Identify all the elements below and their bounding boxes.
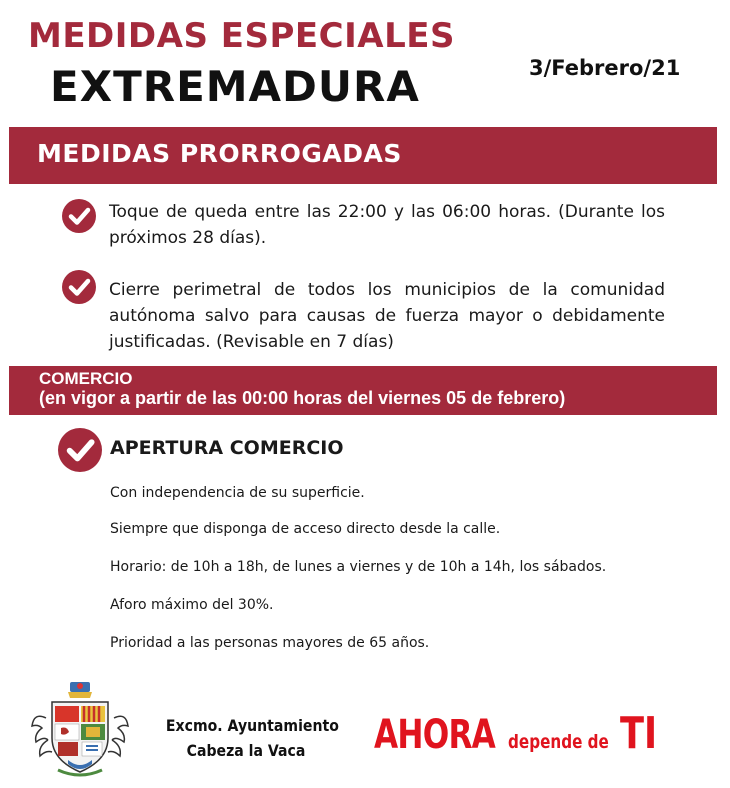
- check-circle-icon: [58, 428, 102, 472]
- apertura-line: Prioridad a las personas mayores de 65 años.: [110, 635, 430, 651]
- check-circle-icon: [62, 270, 96, 304]
- section-heading-comercio: COMERCIO: [39, 369, 133, 388]
- apertura-line: Con independencia de su superficie.: [110, 485, 365, 501]
- slogan-ti: TI: [620, 708, 658, 759]
- section-banner-prorrogadas: [9, 127, 717, 184]
- org-name-line1: Excmo. Ayuntamiento: [165, 716, 339, 735]
- slogan: [374, 708, 667, 759]
- section-heading-prorrogadas: MEDIDAS PRORROGADAS: [37, 139, 402, 168]
- apertura-line: Horario: de 10h a 18h, de lunes a viernes y de 10h a 14h, los sábados.: [110, 559, 607, 575]
- org-name-line2: Cabeza la Vaca: [186, 741, 306, 760]
- measure-curfew: Toque de queda entre las 22:00 y las 06:00 horas. (Durante los próximos 28 días).: [109, 202, 665, 248]
- section-banner-comercio: [9, 366, 717, 415]
- apertura-line: Aforo máximo del 30%.: [110, 597, 274, 613]
- municipal-crest-icon: [28, 678, 132, 782]
- apertura-line: Siempre que disponga de acceso directo desde la calle.: [110, 521, 501, 537]
- check-circle-icon: [62, 199, 96, 233]
- publication-date: 3/Febrero/21: [529, 56, 681, 80]
- section-subheading-comercio: (en vigor a partir de las 00:00 horas del viernes 05 de febrero): [39, 388, 566, 408]
- slogan-depende-de: depende de: [507, 731, 609, 753]
- slogan-ahora: AHORA: [374, 712, 496, 758]
- title-region: EXTREMADURA: [50, 62, 420, 111]
- title-medidas-especiales: MEDIDAS ESPECIALES: [28, 16, 455, 56]
- measure-perimeter-closure: Cierre perimetral de todos los municipios de la comunidad autónoma salvo para causas de fuerza mayor o debidamente justificadas. (Revisable en 7 días): [109, 280, 665, 352]
- apertura-comercio-title: APERTURA COMERCIO: [110, 437, 344, 459]
